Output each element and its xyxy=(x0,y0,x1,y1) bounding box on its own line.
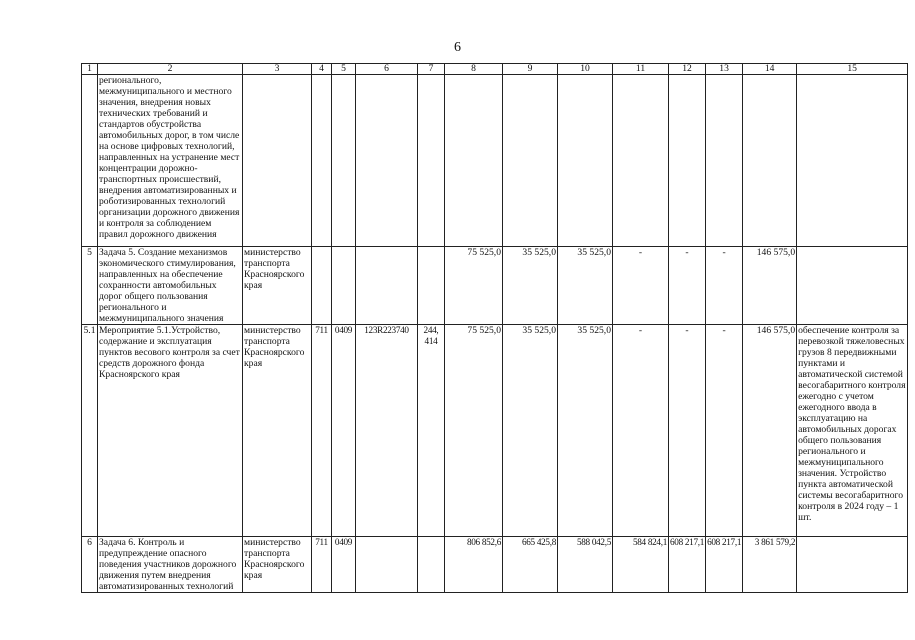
target-article-code xyxy=(356,75,418,247)
amount-cell: - xyxy=(613,247,669,325)
amount-cell: 75 525,0 xyxy=(445,325,503,537)
amount-cell xyxy=(613,75,669,247)
amount-cell: 75 525,0 xyxy=(445,247,503,325)
row-number: 6 xyxy=(82,537,98,593)
table-row xyxy=(82,75,908,247)
amount-cell: - xyxy=(706,325,743,537)
target-article-code xyxy=(356,247,418,325)
amount-cell: 608 217,1 xyxy=(669,537,706,593)
task-description: Задача 6. Контроль и предупреждение опасного поведения участников дорожного движения путем внедрения автоматизированных технологий xyxy=(98,537,243,593)
responsible-agency: министерство транспорта Красноярского края xyxy=(243,537,312,593)
task-description: регионального, межмуниципального и местного значения, внедрения новых технических требований и стандартов обустройства автомобильных дорог, в том числе на основе цифровых технологий, направленных на устранение мест концентрации дорожно-транспортных происшествий, внедрения автоматизированных и роботизированных технологий организации дорожного движения и контроля за соблюдением правил дорожного движения xyxy=(98,75,243,247)
header-cell: 12 xyxy=(669,64,706,75)
header-cell: 13 xyxy=(706,64,743,75)
amount-cell: - xyxy=(706,247,743,325)
expense-type-code xyxy=(418,537,445,593)
amount-cell: 608 217,1 xyxy=(706,537,743,593)
expected-result: обеспечение контроля за перевозкой тяжеловесных грузов 8 передвижными пунктами и автоматической системой весогабаритного контроля ежегодно с учетом ежегодного ввода в эксплуатацию на автомобильных дорогах общего пользования регионального и межмуниципального значения. Устройство пункта автоматической системы весогабаритного контроля в 2024 году – 1 шт. xyxy=(797,325,908,537)
section-code: 0409 xyxy=(332,325,356,537)
header-cell: 8 xyxy=(445,64,503,75)
amount-cell: - xyxy=(613,325,669,537)
expected-result xyxy=(797,75,908,247)
task-description: Мероприятие 5.1.Устройство, содержание и эксплуатация пунктов весового контроля за счет средств дорожного фонда Красноярского края xyxy=(98,325,243,537)
expense-type-code: 244, 414 xyxy=(418,325,445,537)
header-cell: 2 xyxy=(98,64,243,75)
amount-cell: 806 852,6 xyxy=(445,537,503,593)
responsible-agency: министерство транспорта Красноярского края xyxy=(243,247,312,325)
row-number: 5 xyxy=(82,247,98,325)
header-cell: 10 xyxy=(558,64,613,75)
row-number: 5.1 xyxy=(82,325,98,537)
target-article-code: 123R223740 xyxy=(356,325,418,537)
total-cell xyxy=(743,75,797,247)
amount-cell: - xyxy=(669,325,706,537)
total-cell: 146 575,0 xyxy=(743,247,797,325)
amount-cell: 588 042,5 xyxy=(558,537,613,593)
header-cell: 9 xyxy=(503,64,558,75)
amount-cell: - xyxy=(669,247,706,325)
grbs-code xyxy=(312,75,332,247)
expected-result xyxy=(797,247,908,325)
amount-cell: 665 425,8 xyxy=(503,537,558,593)
expense-type-code xyxy=(418,247,445,325)
table-row xyxy=(82,325,908,537)
amount-cell: 35 525,0 xyxy=(503,325,558,537)
amount-cell xyxy=(669,75,706,247)
grbs-code: 711 xyxy=(312,537,332,593)
grbs-code xyxy=(312,247,332,325)
header-cell: 14 xyxy=(743,64,797,75)
table-row xyxy=(82,537,908,593)
header-cell: 4 xyxy=(312,64,332,75)
target-article-code xyxy=(356,537,418,593)
amount-cell xyxy=(706,75,743,247)
amount-cell: 584 824,1 xyxy=(613,537,669,593)
header-cell: 7 xyxy=(418,64,445,75)
amount-cell: 35 525,0 xyxy=(558,247,613,325)
expected-result xyxy=(797,537,908,593)
header-cell: 5 xyxy=(332,64,356,75)
header-cell: 3 xyxy=(243,64,312,75)
header-cell: 6 xyxy=(356,64,418,75)
grbs-code: 711 xyxy=(312,325,332,537)
section-code xyxy=(332,75,356,247)
table-row xyxy=(82,247,908,325)
total-cell: 146 575,0 xyxy=(743,325,797,537)
amount-cell: 35 525,0 xyxy=(558,325,613,537)
header-cell: 1 xyxy=(82,64,98,75)
amount-cell xyxy=(558,75,613,247)
expense-type-code xyxy=(418,75,445,247)
column-number-row xyxy=(82,64,908,75)
task-description: Задача 5. Создание механизмов экономического стимулирования, направленных на обеспечение сохранности автомобильных дорог общего пользования регионального и межмуниципального значения xyxy=(98,247,243,325)
section-code xyxy=(332,247,356,325)
responsible-agency: министерство транспорта Красноярского края xyxy=(243,325,312,537)
amount-cell: 35 525,0 xyxy=(503,247,558,325)
header-cell: 11 xyxy=(613,64,669,75)
amount-cell xyxy=(503,75,558,247)
responsible-agency xyxy=(243,75,312,247)
amount-cell xyxy=(445,75,503,247)
row-number xyxy=(82,75,98,247)
section-code: 0409 xyxy=(332,537,356,593)
total-cell: 3 861 579,2 xyxy=(743,537,797,593)
header-cell: 15 xyxy=(797,64,908,75)
page-number: 6 xyxy=(454,40,461,55)
program-table xyxy=(81,63,908,593)
